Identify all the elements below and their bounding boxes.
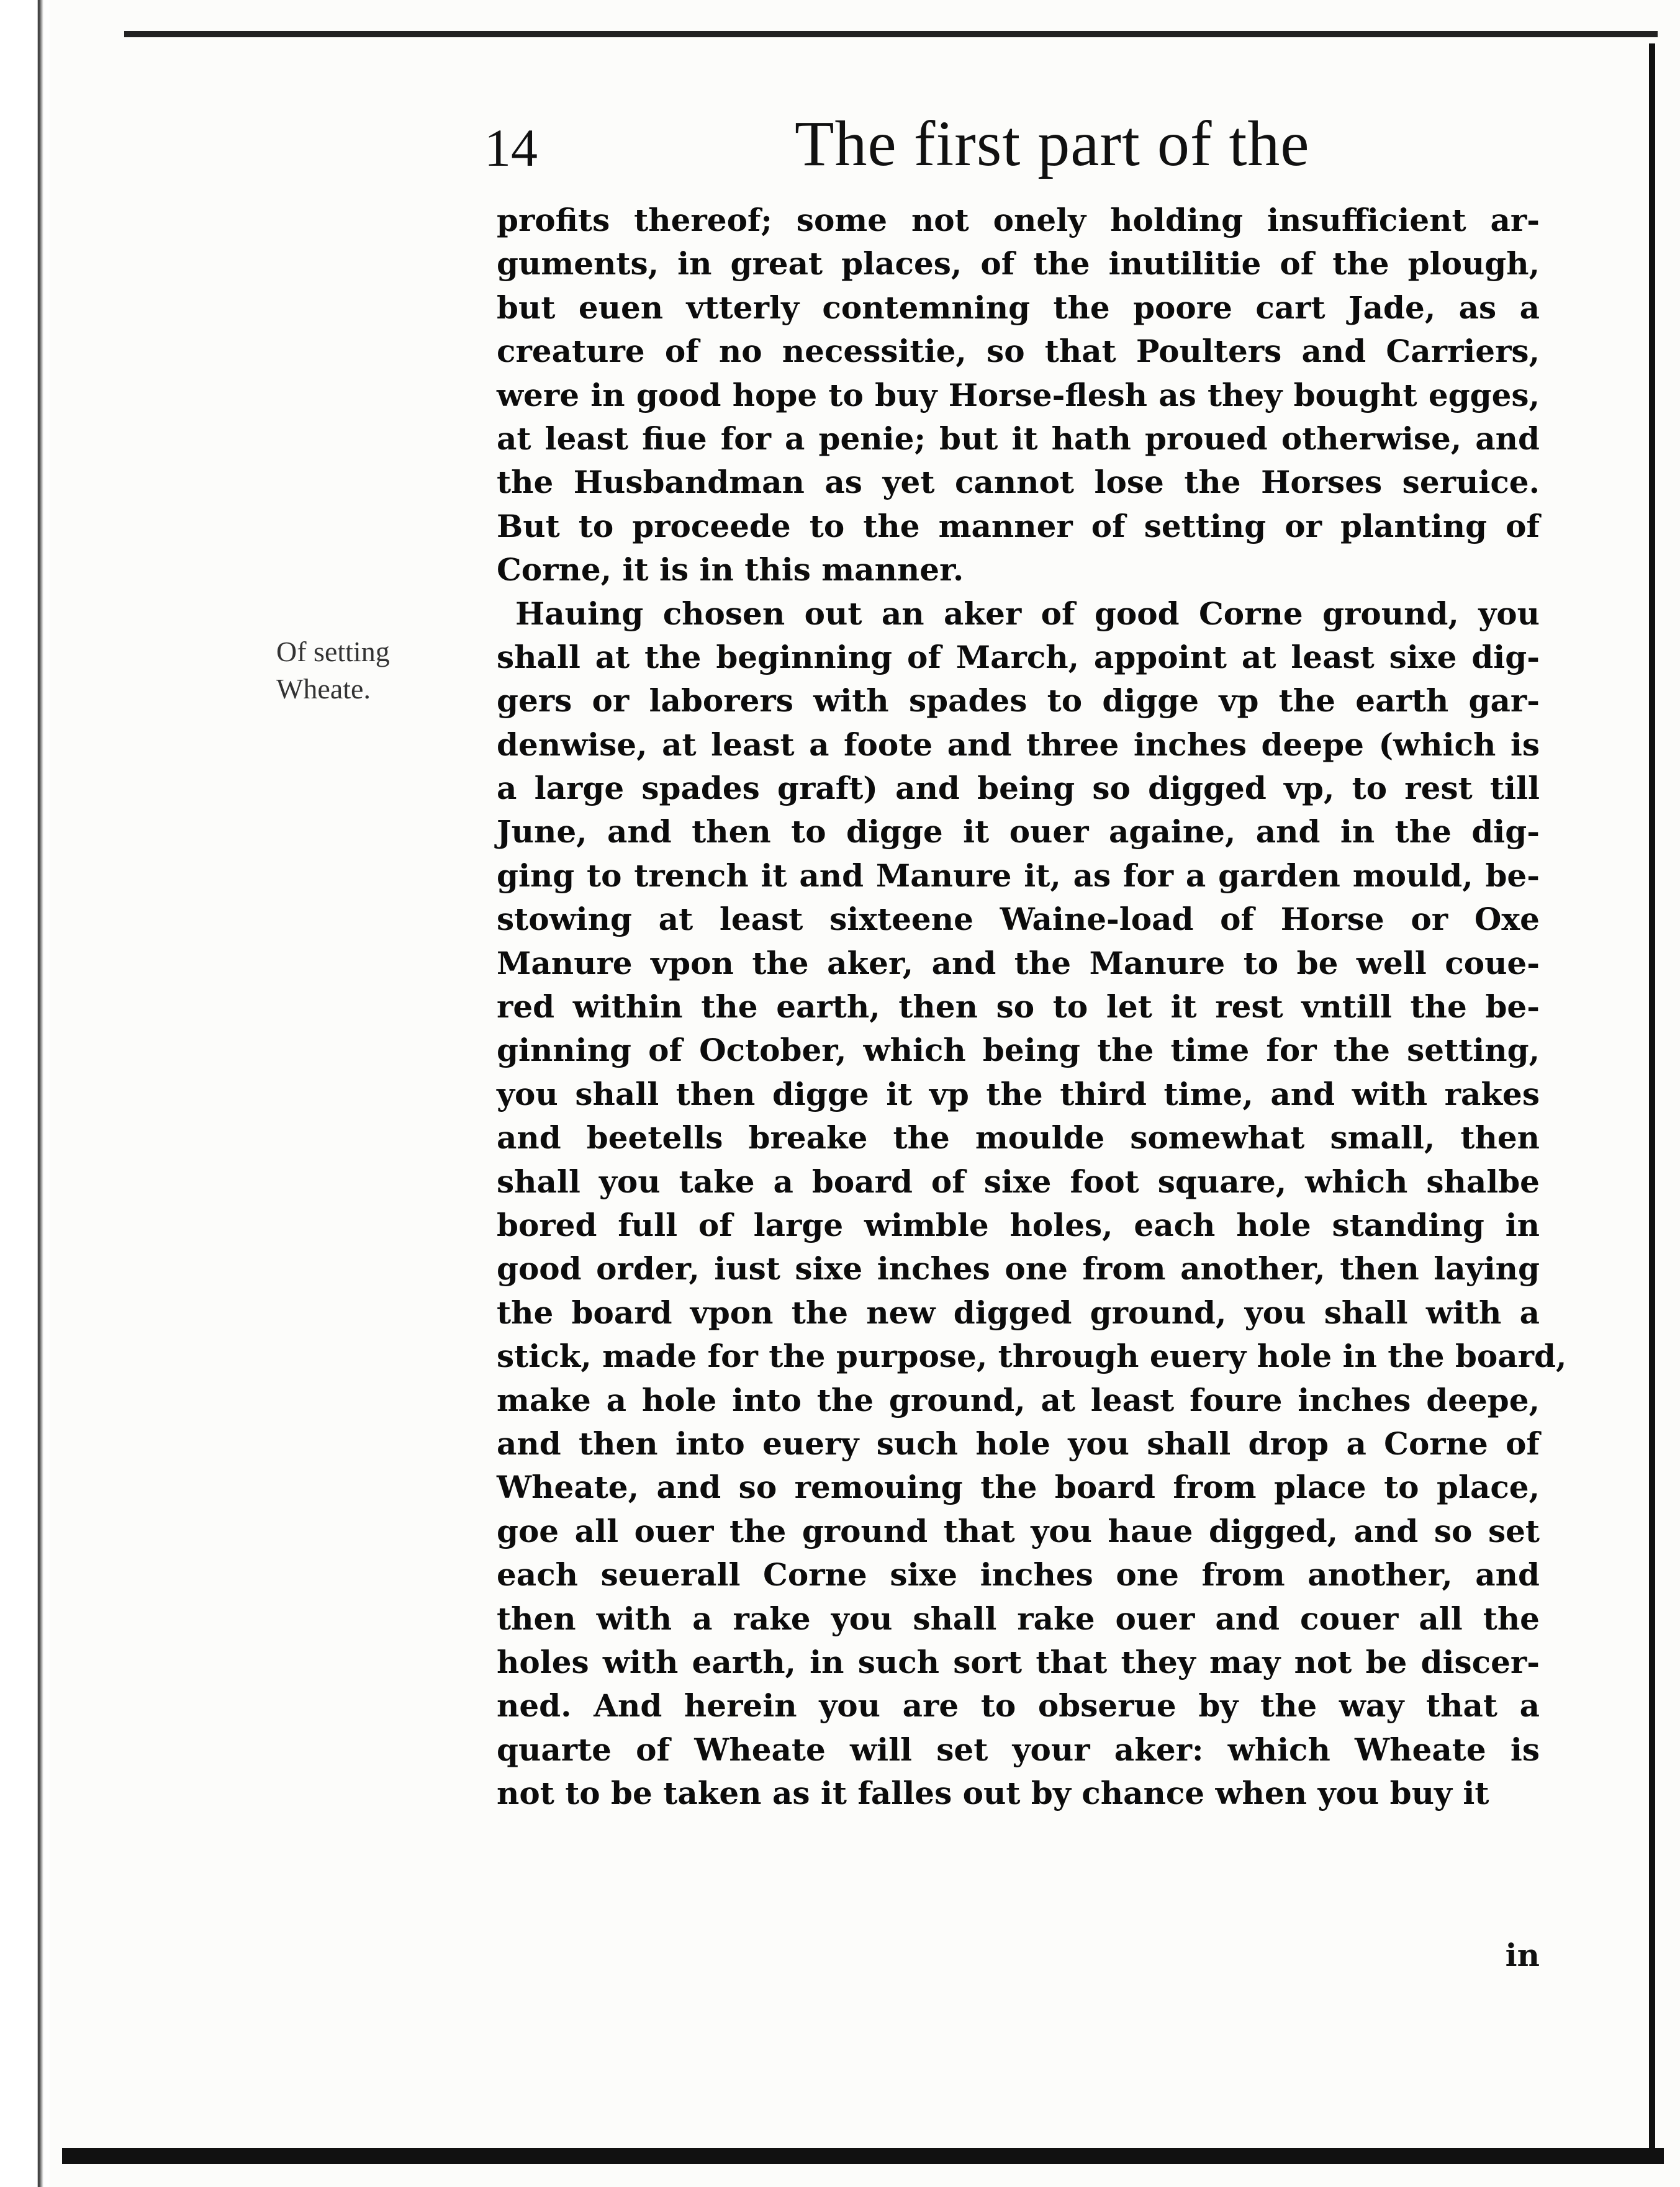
page-header xyxy=(484,109,1533,196)
text-line: and then into euery such hole you shall drop a Corne of xyxy=(497,1425,1540,1462)
text-line: holes with earth, in such sort that they may not be discer- xyxy=(497,1643,1540,1680)
text-line: Manure vpon the aker, and the Manure to be well coue- xyxy=(497,944,1540,981)
body-text xyxy=(497,199,1567,1815)
text-line: creature of no necessitie, so that Poulters and Carriers, xyxy=(497,333,1540,370)
text-line: shall at the beginning of March, appoint at least sixe dig- xyxy=(497,638,1540,675)
text-line: red within the earth, then so to let it rest vntill the be- xyxy=(497,988,1540,1026)
text-line: the board vpon the new digged ground, you shall with a xyxy=(497,1294,1540,1331)
text-line: were in good hope to buy Horse-flesh as they bought egges, xyxy=(497,376,1540,413)
text-line: bored full of large wimble holes, each hole standing in xyxy=(497,1206,1540,1243)
text-line: profits thereof; some not onely holding insufficient ar- xyxy=(497,202,1540,238)
text-line: quarte of Wheate will set your aker: which Wheate is xyxy=(497,1731,1540,1768)
text-line: June, and then to digge it ouer againe, and in the dig- xyxy=(497,813,1540,850)
text-line: goe all ouer the ground that you haue digged, and so set xyxy=(497,1512,1540,1549)
catchword: in xyxy=(1505,1937,1540,1973)
text-line: at least fiue for a penie; but it hath proued otherwise, and xyxy=(497,420,1540,457)
text-line: But to proceede to the manner of setting or planting of xyxy=(497,507,1540,544)
text-line: a large spades graft) and being so digged vp, to rest till xyxy=(497,770,1540,807)
text-line: stowing at least sixteene Waine-load of Horse or Oxe xyxy=(497,901,1540,938)
text-line: denwise, at least a foote and three inches deepe (which is xyxy=(497,726,1540,763)
running-title: The first part of the xyxy=(795,108,1310,179)
scan-edge-bottom xyxy=(62,2148,1664,2164)
text-line: Hauing chosen out an aker of good Corne ground, you xyxy=(515,595,1540,632)
scan-edge-top xyxy=(124,31,1658,37)
text-line: shall you take a board of sixe foot square, which shalbe xyxy=(497,1163,1540,1200)
text-line: the Husbandman as yet cannot lose the Horses seruice. xyxy=(497,464,1540,501)
text-line: ginning of October, which being the time for the setting, xyxy=(497,1032,1540,1069)
text-line: stick, made for the purpose, through euery hole in the board, xyxy=(497,1338,1567,1375)
marginal-note-line: Wheate. xyxy=(276,673,371,705)
page-number: 14 xyxy=(484,118,538,178)
scan-edge-right xyxy=(1649,43,1655,2154)
text-line: and beetells breake the moulde somewhat small, then xyxy=(497,1119,1540,1157)
text-line: make a hole into the ground, at least foure inches deepe, xyxy=(497,1381,1540,1418)
text-line: gers or laborers with spades to digge vp the earth gar- xyxy=(497,682,1540,719)
text-line: Corne, it is in this manner. xyxy=(497,551,964,588)
text-line: not to be taken as it falles out by chance when you buy it xyxy=(497,1775,1489,1812)
marginal-note xyxy=(276,633,450,708)
text-line: good order, iust sixe inches one from another, then laying xyxy=(497,1250,1540,1287)
text-line: ned. And herein you are to obserue by the way that a xyxy=(497,1687,1540,1725)
text-line: ging to trench it and Manure it, as for a garden mould, be- xyxy=(497,857,1540,894)
text-line: but euen vtterly contemning the poore cart Jade, as a xyxy=(497,289,1540,326)
text-line: each seuerall Corne sixe inches one from another, and xyxy=(497,1556,1540,1594)
scan-edge-left xyxy=(0,0,50,2187)
marginal-note-line: Of setting xyxy=(276,636,390,667)
text-line: guments, in great places, of the inutilitie of the plough, xyxy=(497,245,1540,282)
text-line: you shall then digge it vp the third time, and with rakes xyxy=(497,1075,1540,1112)
text-line: Wheate, and so remouing the board from place to place, xyxy=(497,1469,1540,1506)
text-line: then with a rake you shall rake ouer and couer all the xyxy=(497,1600,1540,1637)
